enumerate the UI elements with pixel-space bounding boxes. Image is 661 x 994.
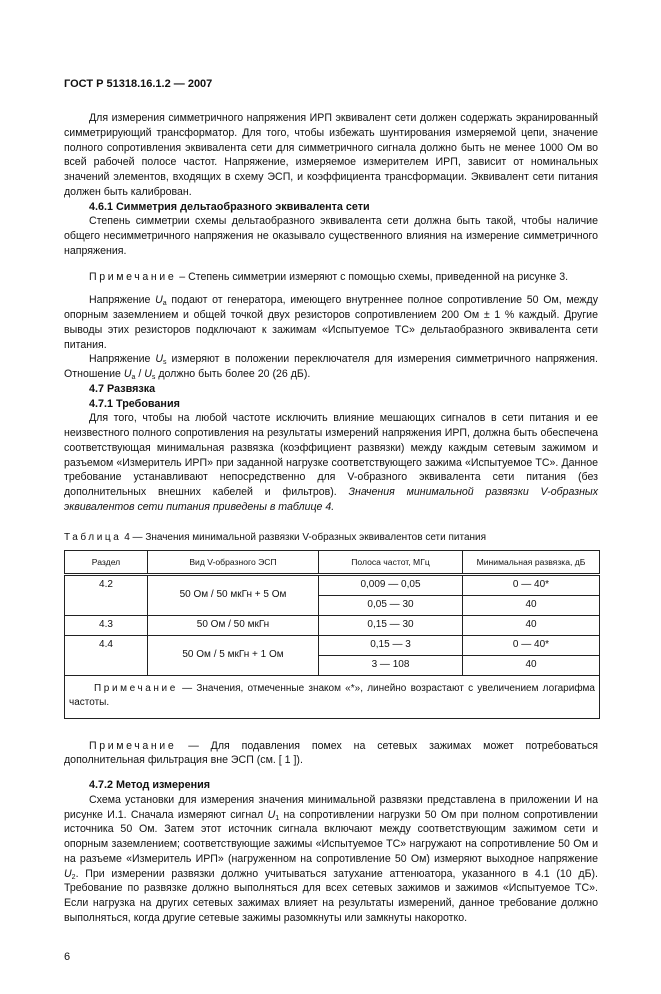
paragraph xyxy=(64,411,598,514)
note-label: Примечание xyxy=(89,270,177,283)
band-cell: 0,05 — 30 xyxy=(319,595,463,615)
text: / xyxy=(135,368,145,380)
symbol: U xyxy=(267,808,276,821)
note-label: Примечание xyxy=(89,739,177,752)
section-heading-4-7-2: 4.7.2 Метод измерения xyxy=(89,779,211,791)
isolation-table xyxy=(64,550,600,719)
table-row xyxy=(65,615,600,635)
paragraph xyxy=(64,793,598,926)
table-caption: 4 — Значения минимальной развязки V-образных эквивалентов сети питания xyxy=(121,531,487,543)
isolation-cell: 0 — 40* xyxy=(463,574,600,595)
table-label: Таблица xyxy=(64,531,122,543)
type-cell: 50 Ом / 50 мкГн + 5 Ом xyxy=(148,574,319,615)
symbol: U xyxy=(155,353,164,366)
text: на сопротивлении нагрузки 50 Ом при полном сопротивлении источника 50 Ом. Затем этот источник сигнала включают между соответствующим зажимом сети и опорным заземлением; соответствующие зажимы «Испытуемое ТС» нагружают на сопротивление 50 Ом и на разъеме «Измеритель ИРП» (нагруженном на сопротивление 50 Ом) измеряют выходное напряжение xyxy=(64,808,598,865)
isolation-cell: 0 — 40* xyxy=(463,635,600,655)
text: измеряют в положении переключателя для измерения симметричного напряжения. Отношение xyxy=(64,353,598,380)
note-text: – Степень симметрии измеряют с помощью схемы, приведенной на рисунке 3. xyxy=(176,270,569,283)
text: Напряжение xyxy=(89,294,156,307)
main-text-continued xyxy=(64,739,598,926)
isolation-cell: 40 xyxy=(463,655,600,675)
type-cell: 50 Ом / 50 мкГн xyxy=(148,615,319,635)
note-label: Примечание xyxy=(94,682,178,694)
band-cell: 0,009 — 0,05 xyxy=(319,574,463,595)
table-title xyxy=(64,531,598,544)
table-row xyxy=(65,574,600,595)
section-cell: 4.2 xyxy=(65,574,148,615)
note xyxy=(64,739,598,769)
table-header-row xyxy=(65,550,600,574)
band-cell: 3 — 108 xyxy=(319,655,463,675)
section-cell: 4.4 xyxy=(65,635,148,675)
paragraph: Для измерения симметричного напряжения ИРП эквивалент сети должен содержать экранированный симметрирующий трансформатор. Для того, чтобы избежать шунтирования измеряемой цепи, значение полного сопротивления эквивалента сети для симметричного сигнала должно быть не менее 1000 Ом во всей рабочей полосе частот. Напряжение, измеряемое измерителем ИРП, зависит от номинальных значений элементов, входящих в схему ЭСП, и коэффициента трансформации. Эквивалент сети питания должен быть калиброван. xyxy=(64,112,598,198)
column-header: Раздел xyxy=(65,550,148,574)
text: подают от генератора, имеющего внутреннее полное сопротивление 50 Ом, между опорным заземлением и общей точкой двух резисторов сопротивлением 200 Ом ± 1 % каждый. Другие выводы этих резисторов подключают к зажимам «Испытуемое ТС» дельтаобразного эквивалента сети питания. xyxy=(64,294,598,351)
band-cell: 0,15 — 3 xyxy=(319,635,463,655)
subscript: a xyxy=(162,300,167,308)
main-text xyxy=(64,111,598,515)
symbol: U xyxy=(123,368,132,380)
page-number: 6 xyxy=(64,950,71,963)
symbol: U xyxy=(64,867,72,880)
column-header: Полоса частот, МГц xyxy=(319,550,463,574)
symbol: U xyxy=(144,368,152,380)
note xyxy=(64,270,598,285)
section-heading-4-7: 4.7 Развязка xyxy=(89,382,156,395)
subscript: 2 xyxy=(71,873,76,881)
paragraph xyxy=(64,352,598,382)
text: Схема установки для измерения значения минимальной развязки представлена в приложении И на рисунке И.1. Сначала измеряют сигнал xyxy=(64,793,598,821)
text: . При измерении развязки должно учитываться затухание аттенюатора, указанного в 4.1 (10 дБ). Требование по развязке должно выполняться для всех сетевых зажимов и зажимов «Испытуемое ТС». Если нагрузка на других сетевых зажимах влияет на результаты измерений, данное требование должно выполняться, когда другие сетевые зажимы разомкнуты или замкнуты накоротко. xyxy=(64,867,598,924)
document-header: ГОСТ Р 51318.16.1.2 — 2007 xyxy=(64,78,213,90)
subscript: s xyxy=(151,374,156,381)
section-cell: 4.3 xyxy=(65,615,148,635)
table-row xyxy=(65,635,600,655)
isolation-cell: 40 xyxy=(463,595,600,615)
text: Напряжение xyxy=(89,353,156,366)
note-text: — Для подавления помех на сетевых зажимах может потребоваться дополнительная фильтрация вне ЭСП (см. [ 1 ]). xyxy=(64,739,598,767)
section-heading-4-6-1: 4.6.1 Симметрия дельтаобразного эквивалента сети xyxy=(89,200,370,213)
band-cell: 0,15 — 30 xyxy=(319,615,463,635)
symbol: U xyxy=(155,294,163,307)
table-note-row xyxy=(65,675,600,718)
column-header: Вид V-образного ЭСП xyxy=(148,550,319,574)
italic-text: Значения минимальной развязки V-образных эквивалентов сети питания приведены в таблице 4. xyxy=(64,486,598,513)
table-note xyxy=(65,675,600,718)
isolation-cell: 40 xyxy=(463,615,600,635)
subscript: s xyxy=(163,359,167,367)
column-header: Минимальная развязка, дБ xyxy=(463,550,600,574)
type-cell: 50 Ом / 5 мкГн + 1 Ом xyxy=(148,635,319,675)
subscript: a xyxy=(131,374,136,381)
note-text: — Значения, отмеченные знаком «*», линейно возрастают с увеличением логарифма частоты. xyxy=(69,682,595,708)
paragraph: Степень симметрии схемы дельтаобразного эквивалента сети должна быть такой, чтобы наличие общего несимметричного напряжения не оказывало существенного влияния на измерение симметричного напряжения. xyxy=(64,215,598,257)
text: должно быть более 20 (26 дБ). xyxy=(155,368,311,380)
subscript: 1 xyxy=(275,814,280,822)
section-heading-4-7-1: 4.7.1 Требования xyxy=(89,397,180,410)
text: Для того, чтобы на любой частоте исключить влияние мешающих сигналов в сети питания и ее неизвестного полного сопротивления на результаты измерений напряжения ИРП, должна быть обеспечена соответствующая минимальная развязка (коэффициент развязки) между каждым сетевым зажимом и разъемом «Измеритель ИРП» при заданной нагрузке соответствующего зажима «Испытуемое ТС». Данное требование устанавливают непосредственно для V-образного эквивалента сети питания (без дополнительных внешних кабелей и фильтров). xyxy=(64,412,598,498)
paragraph xyxy=(64,293,598,352)
